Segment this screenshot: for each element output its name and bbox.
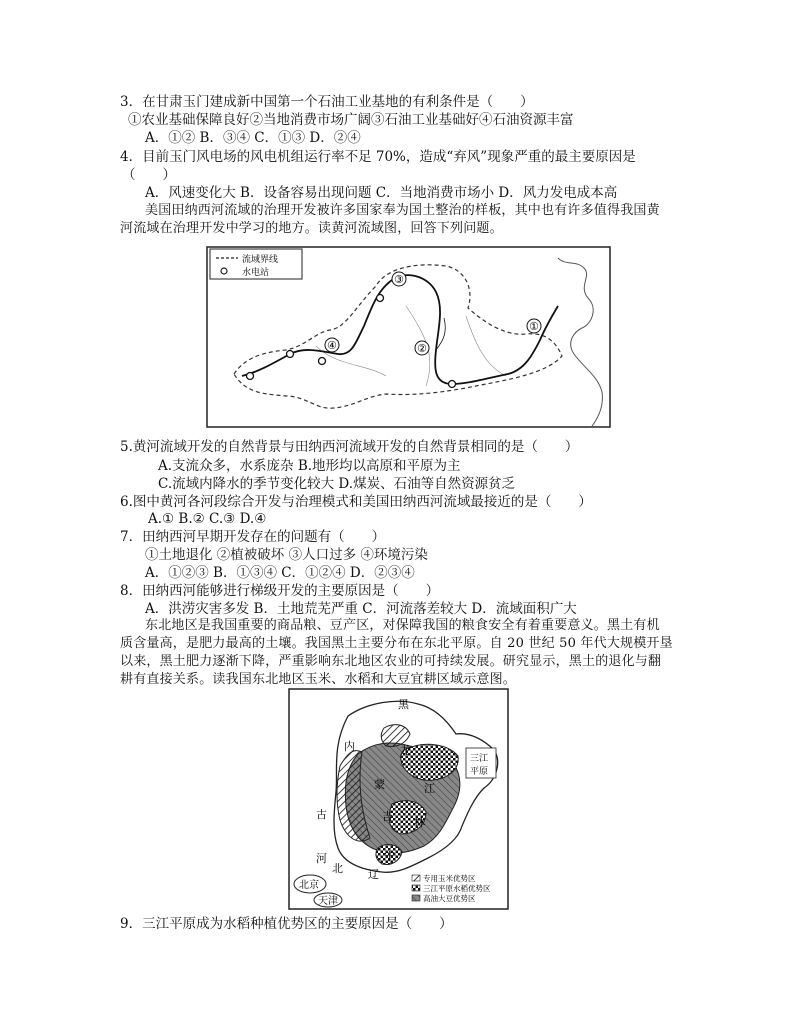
q3-options: A．①② B．③④ C．①③ D．②④ (145, 130, 361, 146)
northeast-crop-region-map (288, 688, 509, 910)
q4-options: A．风速变化大 B．设备容易出现问题 C．当地消费市场小 D．风力发电成本高 (145, 185, 618, 201)
q7-stem: 7．田纳西河早期开发存在的问题有（ ） (120, 529, 386, 545)
q8-options: A．洪涝灾害多发 B．土地荒芜严重 C．河流落差较大 D．流域面积广大 (145, 601, 577, 617)
q3-stem: 3．在甘肃玉门建成新中国第一个石油工业基地的有利条件是（ ） (120, 94, 534, 110)
q5-stem: 5.黄河流域开发的自然背景与田纳西河流域开发的自然背景相同的是（ ） (120, 439, 579, 455)
label-ning: 宁 (384, 850, 395, 863)
label-jiang: 江 (424, 782, 435, 795)
label-he: 河 (316, 852, 327, 865)
label-long: 龙 (400, 744, 411, 757)
legend-soy: 高油大豆优势区 (423, 894, 476, 903)
q9-stem: 9．三江平原成为水稻种植优势区的主要原因是（ ） (120, 916, 453, 932)
label-beijing: 北京 (299, 880, 319, 891)
label-sanjiang-2: 平原 (470, 767, 489, 777)
map1-label-1: ① (529, 320, 539, 333)
q7-options: A．①②③ B．①③④ C．①②④ D．②③④ (145, 565, 415, 581)
intro1-line1: 美国田纳西河流域的治理开发被许多国家奉为国土整治的样板，其中也有许多值得我国黄 (145, 203, 660, 218)
intro1-line2: 河流域在治理开发中学习的地方。读黄河流域图，回答下列问题。 (120, 221, 503, 236)
q6-options: A.① B.② C.③ D.④ (148, 511, 267, 527)
label-nei: 内 (344, 740, 355, 753)
label-tianjin: 天津 (318, 896, 338, 907)
label-ji: 吉 (382, 810, 393, 823)
q6-stem: 6.图中黄河各河段综合开发与治理模式和美国田纳西河流域最接近的是（ ） (120, 494, 592, 510)
label-lin: 林 (414, 816, 425, 829)
intro2-line4: 耕有直接关系。读我国东北地区玉米、水稻和大豆宜耕区域示意图。 (120, 672, 517, 687)
map1-label-4: ④ (327, 339, 337, 352)
label-sanjiang-1: 三江 (470, 754, 489, 764)
legend-rice: 三江平原水稻优势区 (423, 884, 491, 893)
q4-stem-cont: （ ） (122, 167, 176, 183)
intro2-line2: 质含量高，是肥力最高的土壤。我国黑土主要分布在东北平原。自 20 世纪 50 年代大规模开垦 (120, 636, 673, 651)
q5-options-cd: C.流域内降水的季节变化较大 D.煤炭、石油等自然资源贫乏 (158, 476, 516, 492)
legend-corn: 专用玉米优势区 (423, 874, 476, 883)
q5-options-ab: A.支流众多，水系庞杂 B.地形均以高原和平原为主 (158, 458, 461, 474)
q8-stem: 8．田纳西河能够进行梯级开发的主要原因是（ ） (120, 583, 440, 599)
q3-statements: ①农业基础保障良好②当地消费市场广阔③石油工业基础好④石油资源丰富 (128, 112, 574, 128)
label-meng: 蒙 (374, 778, 385, 791)
label-bei: 北 (332, 862, 343, 875)
intro2-line3: 以来，黑土肥力逐渐下降，严重影响东北地区农业的可持续发展。研究显示，黑土的退化与翻 (120, 654, 662, 669)
intro2-line1: 东北地区是我国重要的商品粮、豆产区，对保障我国的粮食安全有着重要意义。黑土有机 (145, 618, 660, 633)
label-hei: 黑 (398, 698, 409, 711)
map1-label-3: ③ (394, 273, 404, 286)
map1-label-2: ② (417, 342, 427, 355)
yellow-river-basin-map (206, 246, 611, 428)
q4-stem: 4．目前玉门风电场的风电机组运行率不足 70%，造成“弃风”现象严重的最主要原因是 (120, 149, 636, 165)
label-liao: 辽 (368, 868, 379, 881)
legend-boundary-label: 流域界线 (242, 255, 279, 265)
legend-station-label: 水电站 (242, 268, 270, 278)
q7-statements: ①土地退化 ②植被破坏 ③人口过多 ④环境污染 (145, 547, 428, 563)
label-gu: 古 (316, 808, 327, 821)
